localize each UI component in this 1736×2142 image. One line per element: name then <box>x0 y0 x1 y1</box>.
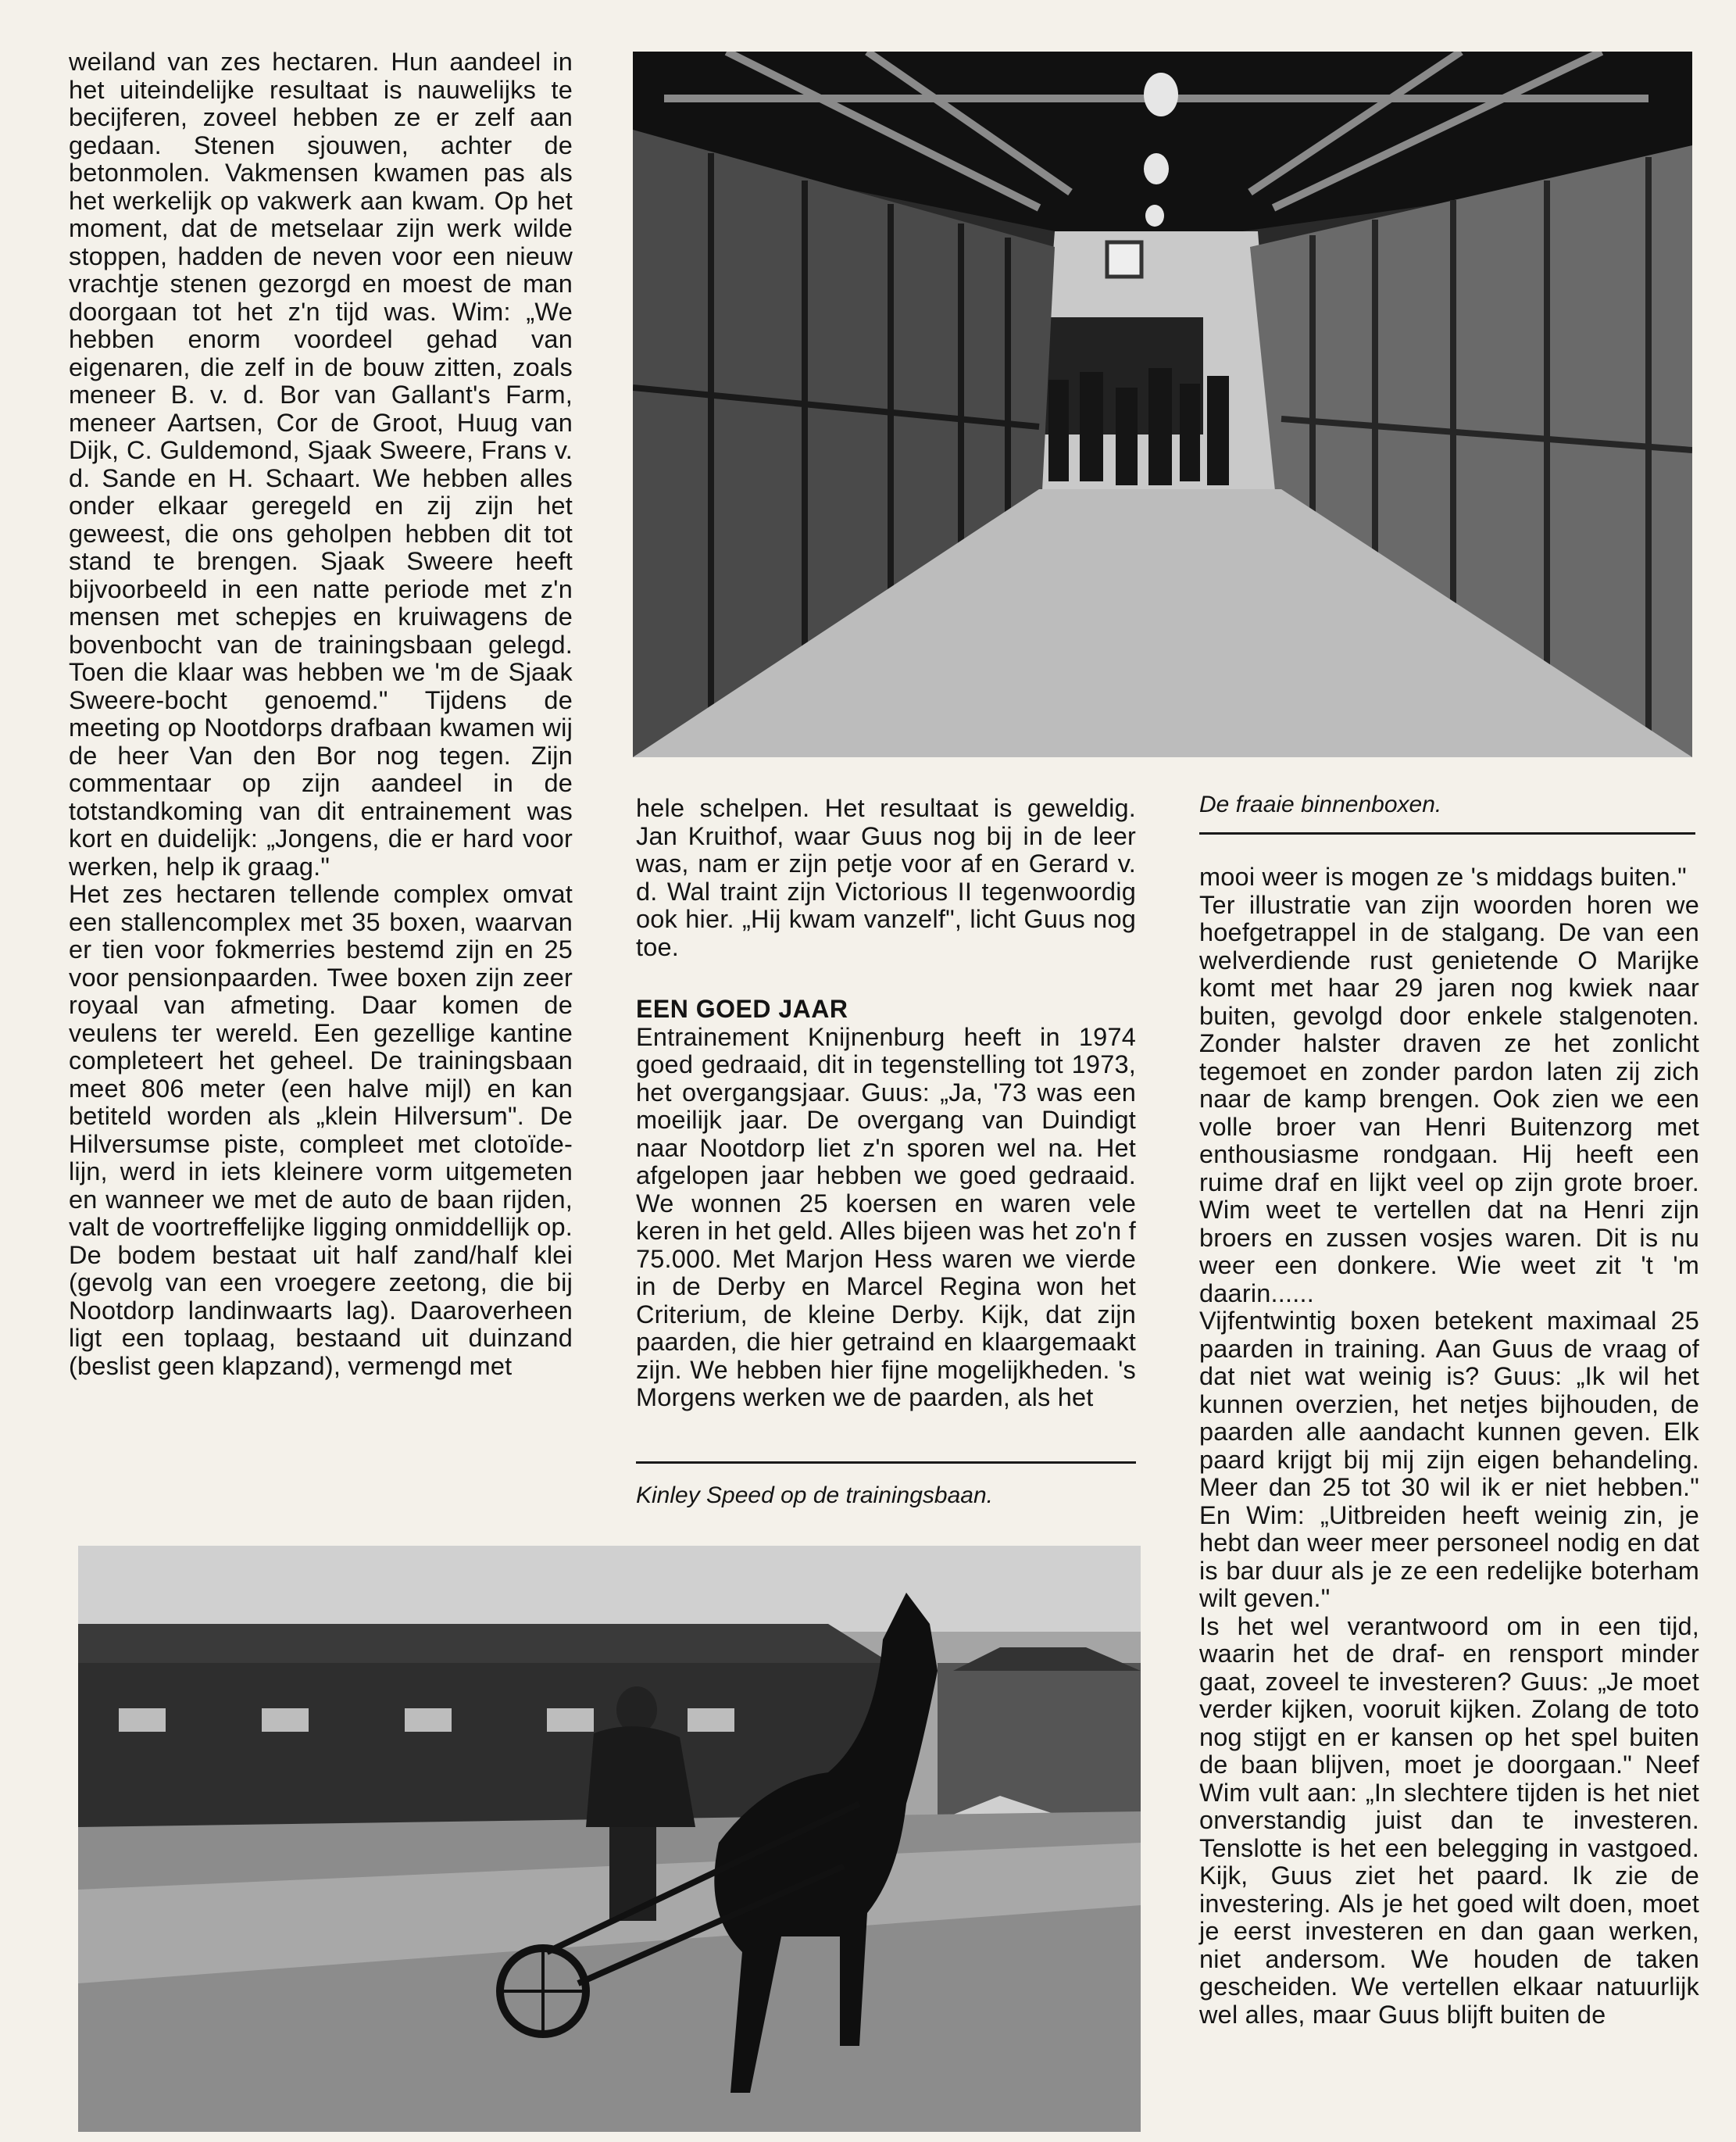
stable-interior-photo <box>633 52 1692 757</box>
paragraph: mooi weer is mogen ze 's middags buiten." <box>1199 863 1687 891</box>
middle-column <box>636 795 1136 1412</box>
section-heading: EEN GOED JAAR <box>636 995 848 1023</box>
paragraph: Ter illustratie van zijn woorden horen we hoefgetrappel in de stalgang. De van een welverdiende rust genietende O Marijke komt met haar 29 jaren nog kwiek naar buiten, gevolgd door enkele stalgenoten. Zonder halster draven ze het zonlicht tegemoet en zonder pardon laten zij zich naar de kamp brengen. Ook zien we een volle broer van Henri Buitenzorg met enthousiasme rondgaan. Hij heeft een ruime draf en lijkt veel op zijn grote broer. Wim weet te vertellen dat na Henri zijn broers en zussen vosjes waren. Dit is nu weer een donkere. Wie weet zit 't 'm daarin...... <box>1199 890 1699 1307</box>
stable-photo-caption: De fraaie binnenboxen. <box>1199 792 1442 817</box>
caption-divider <box>1199 832 1695 835</box>
caption-divider <box>636 1461 1136 1464</box>
paragraph: hele schelpen. Het resultaat is geweldig. Jan Kruithof, waar Guus nog bij in de leer was, nam er zijn petje voor af en Gerard v. d. Wal traint zijn Victorious II tegenwoordig ook hier. „Hij kwam vanzelf", licht Guus nog toe. <box>636 794 1136 961</box>
right-column <box>1199 864 1699 2029</box>
training-track-photo <box>78 1546 1141 2132</box>
left-column <box>69 48 573 1380</box>
paragraph: Vijfentwintig boxen betekent maximaal 25 paarden in training. Aan Guus de vraag of dat niet wat weinig is? Guus: „Ik wil het kunnen overzien, het netjes bijhouden, de paarden alle aandacht kunnen geven. Elk paard krijgt bij mij zijn eigen behandeling. Meer dan 25 tot 30 wil ik er niet hebben." En Wim: „Uitbreiden heeft weinig zin, je hebt dan weer meer personeel nodig en dat is bar duur als je ze een redelijke boterham wilt geven." <box>1199 1307 1699 1612</box>
paragraph: Het zes hectaren tellende complex omvat een stallencomplex met 35 boxen, waarvan er tien voor fokmerries bestemd zijn en 25 voor pensionpaarden. Twee boxen zijn zeer royaal van afmeting. Daar komen de veulens ter wereld. Een gezellige kantine completeert het geheel. De trainingsbaan meet 806 meter (een halve mijl) en kan betiteld worden als „klein Hilversum". De Hilversumse piste, compleet met clotoïde-lijn, werd in iets kleinere vorm uitgemeten en wanneer we met de auto de baan rijden, valt de voortreffelijke ligging onmiddellijk op. De bodem bestaat uit half zand/half klei (gevolg van een vroegere zeetong, die bij Nootdorp landinwaarts lag). Daaroverheen ligt een toplaag, bestaand uit duinzand (beslist geen klapzand), vermengd met <box>69 880 573 1380</box>
paragraph: Entrainement Knijnenburg heeft in 1974 goed gedraaid, dit in tegenstelling tot 1973, het overgangsjaar. Guus: „Ja, '73 was een moeilijk jaar. De overgang van Duindigt naar Nootdorp liet z'n sporen wel na. Het afgelopen jaar hebben we goed gedraaid. We wonnen 25 koersen en waren vele keren in het geld. Alles bijeen was het zo'n f 75.000. Met Marjon Hess waren we vierde in de Derby en Marcel Regina won het Criterium, de kleine Derby. Kijk, dat zijn paarden, die hier getraind en klaargemaakt zijn. We hebben hier fijne mogelijkheden. 's Morgens werken we de paarden, als het <box>636 1022 1136 1411</box>
paragraph: Is het wel verantwoord om in een tijd, waarin het de draf- en rensport minder gaat, zoveel te investeren? Guus: „Je moet verder kijken, vooruit kijken. Zolang de toto nog stijgt en er kansen op het spel buiten de baan blijven, moet je doorgaan." Neef Wim vult aan: „In slechtere tijden is het niet onverstandig juist dan te investeren. Tenslotte is het een belegging in vastgoed. Kijk, Guus ziet het paard. Ik zie de investering. Als je het goed wilt doen, moet je eerst investeren en dan gaan werken, niet andersom. We houden de taken gescheiden. We vertellen elkaar natuurlijk wel alles, maar Guus blijft buiten de <box>1199 1611 1699 2029</box>
paragraph: weiland van zes hectaren. Hun aandeel in het uiteindelijke resultaat is nauwelijks te becijferen, zoveel hebben ze er zelf aan gedaan. Stenen sjouwen, achter de betonmolen. Vakmensen kwamen pas als het werkelijk op vakwerk aan kwam. Op het moment, dat de metselaar zijn werk wilde stoppen, hadden de neven voor een nieuw vrachtje stenen gezorgd en moest de man doorgaan tot het z'n tijd was. Wim: „We hebben enorm voordeel gehad van eigenaren, die zelf in de bouw zitten, zoals meneer B. v. d. Bor van Gallant's Farm, meneer Aartsen, Cor de Groot, Huug van Dijk, C. Guldemond, Sjaak Sweere, Frans v. d. Sande en H. Schaart. We hebben alles onder elkaar geregeld en zij zijn het geweest, die ons geholpen hebben dit tot stand te brengen. Sjaak Sweere heeft bijvoorbeeld in een natte periode met z'n mensen met schepjes en kruiwagens de bovenbocht van de trainingsbaan gelegd. Toen die klaar was hebben we 'm de Sjaak Sweere-bocht genoemd." Tijdens de meeting op Nootdorps drafbaan kwamen wij de heer Van den Bor nog tegen. Zijn commentaar op zijn aandeel in de totstandkoming van dit entrainement was kort en duidelijk: „Jongens, die er hard voor werken, help ik graag." <box>69 48 573 881</box>
track-photo-caption: Kinley Speed op de trainingsbaan. <box>636 1482 994 1508</box>
